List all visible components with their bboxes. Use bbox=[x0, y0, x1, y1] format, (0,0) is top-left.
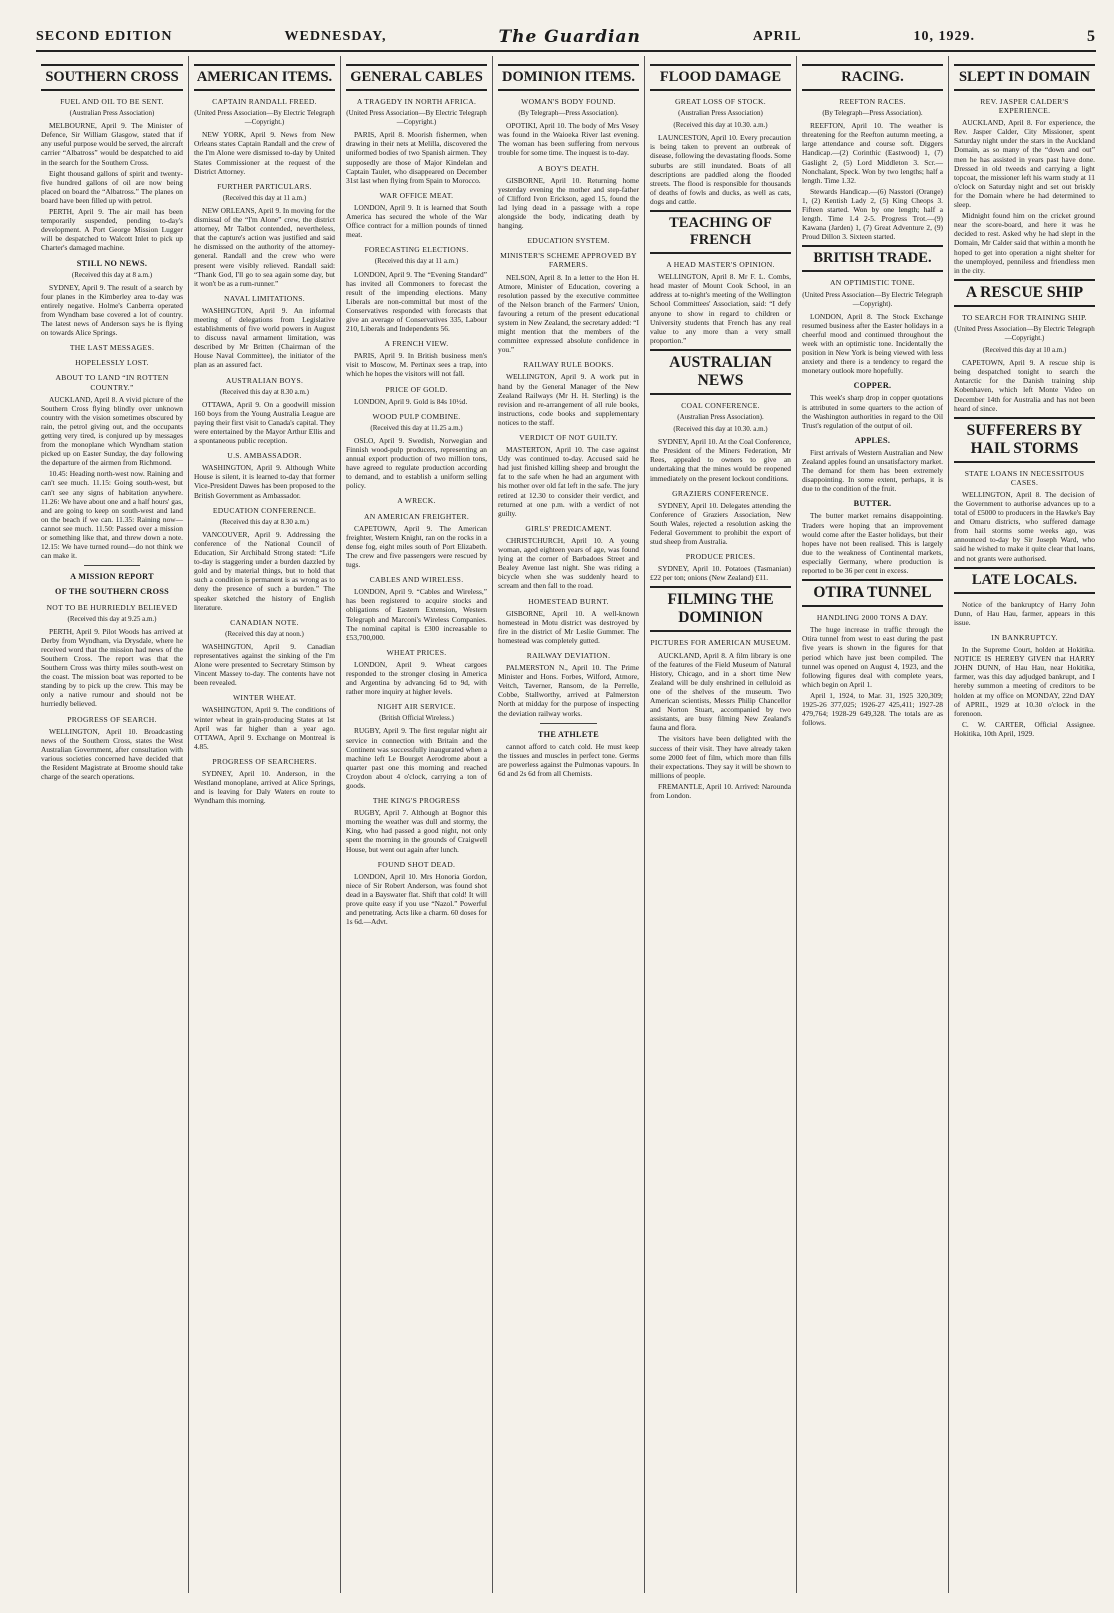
headline: AMERICAN ITEMS. bbox=[194, 64, 335, 91]
subheading: REV. JASPER CALDER'S EXPERIENCE. bbox=[980, 97, 1069, 116]
headline: LATE LOCALS. bbox=[954, 567, 1095, 594]
subheading: TO SEARCH FOR TRAINING SHIP. bbox=[962, 312, 1087, 322]
subheading: NOT TO BE HURRIEDLY BELIEVED bbox=[46, 602, 178, 612]
article-paragraph: First arrivals of Western Australian and New Zealand apples found an unsatisfactory market. The demand for them has been extremely disappointing. In some extent, perhaps, it is due to the condition of the fruit. bbox=[802, 447, 943, 494]
subheading: VERDICT OF NOT GUILTY. bbox=[519, 433, 618, 442]
divider bbox=[540, 723, 596, 724]
divider bbox=[84, 565, 141, 566]
month-label: APRIL bbox=[752, 29, 802, 44]
headline: DOMINION ITEMS. bbox=[498, 64, 639, 91]
article-paragraph: LONDON, April 9. The “Evening Standard” has invited all Commoners to forecast the result of the impending elections. Many Liberals are non-committal but most of the Conservatives responded with forecasts that give an average of Conservatives 335, Labour 210, Liberals and Independents 56. bbox=[346, 269, 487, 334]
article-paragraph: WASHINGTON, April 9. Canadian representatives against the sinking of the I'm Alone were presented to Secretary Stimson by Vincent Massey to-day. The contents have not been revealed. bbox=[194, 641, 335, 688]
article-paragraph: WASHINGTON, April 9. Although White House is silent, it is learned to-day that former Vice-President Dawes has been proposed to the British Government as Ambassador. bbox=[194, 463, 335, 500]
article-paragraph: PALMERSTON N., April 10. The Prime Minister and Hons. Forbes, Wilford, Atmore, Veitch, Taverner, Ransom, de la Perrelle, Cobbe, Stallworthy, arrived at Palmerston North at midday for the purpose of inspecting the deviation railway works. bbox=[498, 663, 639, 718]
subheading: WINTER WHEAT. bbox=[232, 693, 297, 703]
article-paragraph: WELLINGTON, April 8. Mr F. L. Combs, head master of Mount Cook School, in an address at to-night's meeting of the Wellington School Committees' Association, said: “I defy anyone to show in regard to children or University students that French has any real value to any more than a very small proportion.” bbox=[650, 272, 791, 345]
subheading: WAR OFFICE MEAT. bbox=[379, 190, 454, 200]
headline: OTIRA TUNNEL bbox=[802, 579, 943, 607]
article-paragraph: WASHINGTON, April 9. The conditions of winter wheat in grain-producing States at 1st April was far higher than a year ago. OTTAWA, April 9. Exchange on Montreal is 4.85. bbox=[194, 705, 335, 751]
article-paragraph: MASTERTON, April 10. The case against Udy was continued to-day. Accused said he had just finished killing sheep and brought the fat to the safe when he had an argument with his mother over old fat left in the safe. The jury retired at 12.30 to consider their verdict, and returned at one p.m. with a verdict of not guilty. bbox=[498, 445, 639, 518]
subheading: EDUCATION SYSTEM. bbox=[527, 236, 610, 246]
article-paragraph: The visitors have been delighted with the success of their visit. They have already taken some 2000 feet of film, which more than fills their expectations. They say it will be shown to millions of people. bbox=[650, 734, 791, 780]
source-line: (British Official Wireless.) bbox=[379, 714, 454, 723]
subheading: THE LAST MESSAGES. bbox=[69, 343, 155, 353]
subheading: A WRECK. bbox=[397, 496, 436, 506]
headline: TEACHING OF FRENCH bbox=[650, 210, 791, 254]
article-paragraph: PERTH, April 9. The air mail has been temporarily suspended, pending to-day's development. A Port George Mission Lugger will be despatched to Walcott Inlet to pick up Charter's damaged machine. bbox=[41, 207, 183, 253]
article-paragraph: Notice of the bankruptcy of Harry John Dunn, of Hau Hau, farmer, appears in this issue. bbox=[954, 599, 1095, 627]
source-line: (Australian Press Association) bbox=[678, 109, 763, 118]
article-paragraph: CAPETOWN, April 9. A rescue ship is being despatched tonight to search the Antarctic for the Danish training ship Kobenhaven, which left Monte Video on December 14th for Australia and has not been heard of since. bbox=[954, 358, 1095, 413]
subheading: PROGRESS OF SEARCH. bbox=[67, 714, 157, 724]
signature-line: C. W. CARTER, Official Assignee. Hokitika, 10th April, 1929. bbox=[954, 719, 1095, 738]
article-paragraph: AUCKLAND, April 8. A vivid picture of the Southern Cross flying blindly over unknown country with the vision sometimes obscured by rain, the petrol giving out, and the occupants getting very tired, is conjured up by messages from the monoplane which Wyndham station picked up on Easter Sunday, the day following the departure of the airmen from Richmond. bbox=[41, 394, 183, 468]
article-paragraph: The huge increase in traffic through the Otira tunnel from west to east during the past five years is shown in the figures for that period which have just been compiled. The tunnel was opened on August 4, 1923, and the following figures deal with complete years, which begin on April 1. bbox=[802, 625, 943, 689]
article-paragraph: GISBORNE, April 10. Returning home yesterday evening the mother and step-father of Clifford Ivon Erickson, aged 15, found the lad lying dead in a passage with a rope alongside the body, indicating death by hanging. bbox=[498, 175, 639, 231]
date-label: 10, 1929. bbox=[913, 29, 975, 44]
article-paragraph: LONDON, April 8. The Stock Exchange resumed business after the Easter holidays in a cheerful mood and continued throughout the week with an optimistic tone. Incidentally the position in New York is being viewed with less anxiety and there is a tendency to regard the monetary outlook more hopefully. bbox=[802, 311, 943, 376]
source-line: (By Telegraph—Press Association). bbox=[518, 109, 619, 118]
column-southern-cross bbox=[36, 56, 188, 1593]
source-line: (Received this day at 10.30. a.m.) bbox=[673, 121, 768, 130]
article-paragraph: SYDNEY, April 10. Potatoes (Tasmanian) £22 per ton; onions (New Zealand) £11. bbox=[650, 564, 791, 583]
article-paragraph: Midnight found him on the cricket ground near the score-board, and here it was he decided to rest. Asked why he had slept in the Domain, Mr Calder said that within a month he hoped to get into operation a night shelter for the unemployed, penniless and friendless men in the city. bbox=[954, 211, 1095, 275]
article-paragraph: RUGBY, April 9. The first regular night air service in connection with Britain and the Continent was successfully inaugurated when a machine left Le Bourget Aerodrome about a quarter past one this morning and reached Croydon about 4 o'clock, carrying a ton of goods. bbox=[346, 726, 487, 790]
subheading: PROGRESS OF SEARCHERS. bbox=[212, 756, 317, 766]
article-paragraph: GISBORNE, April 10. A well-known homestead in Motu district was destroyed by fire in the district of Mr Leslie Gummer. The homestead was completely gutted. bbox=[498, 608, 639, 645]
article-paragraph: FREMANTLE, April 10. Arrived: Narounda from London. bbox=[650, 781, 791, 800]
source-line: (United Press Association—By Electric Telegraph—Copyright.) bbox=[346, 109, 487, 127]
advert-heading: THE ATHLETE bbox=[537, 729, 600, 739]
subheading: NAVAL LIMITATIONS. bbox=[223, 293, 305, 303]
advert-text: cannot afford to catch cold. He must keep the tissues and muscles in perfect tone. Germs are powerless against the Pulmonas vapours. In 6d and 2s 6d from all Chemists. bbox=[498, 741, 639, 778]
column-slept-in-domain bbox=[948, 56, 1100, 1593]
subheading: FOUND SHOT DEAD. bbox=[377, 859, 456, 869]
legal-notice: In the Supreme Court, holden at Hokitika. NOTICE IS HEREBY GIVEN that HARRY JOHN DUNN, of Hau Hau, near Hokitika, farmer, was this day adjudged bankrupt, and I hereby summon a meeting of creditors to be holden at my office on MONDAY, 22nd DAY of APRIL, 1929 at 10.30 o'clock in the forenoon. bbox=[954, 645, 1095, 718]
subheading: CABLES AND WIRELESS. bbox=[369, 575, 464, 585]
article-paragraph: CHRISTCHURCH, April 10. A young woman, aged eighteen years of age, was found lying at the corner of Barbadoes Street and Bealey Avenue last night. She was riding a bicycle when she was suddenly heard to scream and then fall to the road. bbox=[498, 535, 639, 591]
source-line: (Received this day at 8.30 a.m.) bbox=[219, 387, 310, 396]
subheading: AUSTRALIAN BOYS. bbox=[225, 375, 304, 385]
source-line: (Received this day at 8 a.m.) bbox=[71, 270, 153, 279]
column-dominion-items bbox=[492, 56, 644, 1593]
subheading: GREAT LOSS OF STOCK. bbox=[675, 97, 766, 106]
subheading: EDUCATION CONFERENCE. bbox=[212, 505, 317, 515]
subheading: RAILWAY DEVIATION. bbox=[526, 650, 611, 660]
subheading: WHEAT PRICES. bbox=[386, 647, 447, 657]
article-paragraph: NEW ORLEANS, April 9. In moving for the dismissal of the “I'm Alone” crew, the district attorney, Mr Talbot contended, nevertheless, that the capture's action was justified and said he dismissed on the authority of the attorney-general. Randall and the crew who were present were visibly relieved. Randall said: “Thank God, I'll go to sea again some day, but it won't be as a rum-runner.” bbox=[194, 205, 335, 288]
subheading: GIRLS' PREDICAMENT. bbox=[525, 523, 612, 533]
source-line: (Received this day at 8.30 a.m.) bbox=[219, 517, 310, 526]
subheading: WOOD PULP COMBINE. bbox=[372, 411, 461, 421]
article-paragraph: WELLINGTON, April 10. Broadcasting news of the Southern Cross, states the West Australian Government, after consultation with various societies concerned have decided that the Resident Magistrate at Broome should take charge of the search operations. bbox=[41, 726, 183, 782]
subheading: STATE LOANS IN NECESSITOUS CASES. bbox=[964, 468, 1085, 487]
edition-label: SECOND EDITION bbox=[36, 29, 173, 44]
article-paragraph: OSLO, April 9. Swedish, Norwegian and Finnish wood-pulp producers, representing an annual export production of two million tons, have agreed to regulate production according to demand, and to establish a uniform selling policy. bbox=[346, 435, 487, 491]
article-paragraph: PARIS, April 9. In British business men's visit to Moscow, M. Pertinax sees a trap, into which he hopes the visitors will not fall. bbox=[346, 351, 487, 379]
article-paragraph: April 1, 1924, to Mar. 31, 1925 320,309; 1925-26 377,025; 1926-27 425,411; 1927-28 479,764; 1928-29 649,328. The totals are as follows. bbox=[802, 690, 943, 728]
subheading: COPPER. bbox=[853, 381, 892, 391]
article-paragraph: Stewards Handicap.—(6) Nasstori (Orange) 1, (2) Kentish Lady 2, (5) King Cheops 3. Fifteen started. Won by one length; half a length. Time 1.4 2-5. Progress Trot.—(9) Kawana (Jarden) 1, (7) Great Adventure 2, (9) Proud Dillon 3. Sixteen started. bbox=[802, 186, 943, 242]
article-paragraph: AUCKLAND, April 8. For experience, the Rev. Jasper Calder, City Missioner, spent Saturday night under the stars in the Auckland Domain, as so many of the “down and out” men he has assisted in years past have done. Dressed in old tweeds and carrying a light topcoat, the missioner left his warm study at 11 o'clock on Saturday night and set out briskly for the Domain where he had determined to sleep. bbox=[954, 118, 1095, 210]
article-paragraph: The butter market remains disappointing. Traders were hoping that an improvement would come after the Easter holidays, but their hopes have not been realised. This is largely due to the weakness of Continental markets, especially Germany, where production is reported to be 36 per cent in excess. bbox=[802, 511, 943, 576]
headline: FLOOD DAMAGE bbox=[650, 64, 791, 91]
source-line: (Received this day at 11 a.m.) bbox=[222, 193, 307, 202]
article-paragraph: NEW YORK, April 9. News from New Orleans states Captain Randall and the crew of the I'm Alone were dismissed to-day by United States Commissioner at the request of the District Attorney. bbox=[194, 130, 335, 176]
subheading: A TRAGEDY IN NORTH AFRICA. bbox=[356, 97, 477, 106]
subheading: CANADIAN NOTE. bbox=[230, 617, 299, 627]
day-label: WEDNESDAY, bbox=[284, 29, 387, 44]
subheading: A MISSION REPORT bbox=[70, 572, 154, 582]
subheading: PRICE OF GOLD. bbox=[385, 384, 448, 394]
article-paragraph: WASHINGTON, April 9. An informal meeting of delegations from Legislative establishments of five world powers in August to discuss naval armament limitation, was described by Mr Britten (Chairman of the House Naval Committee), the initiator of the plan as an assured fact. bbox=[194, 305, 335, 370]
column-american-items bbox=[188, 56, 340, 1593]
source-line: (Received this day at 9.25 a.m.) bbox=[67, 614, 157, 623]
headline: FILMING THE DOMINION bbox=[650, 586, 791, 632]
source-line: (United Press Association—By Electric Telegraph—Copyright). bbox=[802, 290, 943, 308]
column-racing bbox=[796, 56, 948, 1593]
headline: BRITISH TRADE. bbox=[802, 245, 943, 272]
headline: RACING. bbox=[802, 64, 943, 91]
source-line: (Received this day at 10 a.m.) bbox=[982, 346, 1067, 355]
article-paragraph: SYDNEY, April 10. Anderson, in the Westland monoplane, arrived at Alice Springs, and is leaving for Daly Waters en route to Wyndham this morning. bbox=[194, 769, 335, 806]
subheading: A BOY'S DEATH. bbox=[537, 163, 600, 173]
article-paragraph: LONDON, April 9. Gold is 84s 10½d. bbox=[354, 396, 468, 406]
article-paragraph: PARIS, April 8. Moorish fishermen, when drawing in their nets at Melilla, discovered the uniformed bodies of two Spanish airmen. They supposedly are those of Major Kindelan and Captain Taulet, who disappeared on December 31st last when flying from Spain to Morocco. bbox=[346, 130, 487, 185]
source-line: (United Press Association—By Electric Telegraph—Copyright.) bbox=[194, 109, 335, 127]
headline: GENERAL CABLES bbox=[346, 64, 487, 91]
headline: SOUTHERN CROSS bbox=[41, 64, 183, 91]
article-paragraph: PERTH, April 9. Pilot Woods has arrived at Derby from Wyndham, via Drysdale, where he received word that the mission had news of the Southern Cross. The report was that the Southern Cross was thirty miles south-west on the coast. The mission boat was reported to be standing by to pick up the crew. This may be only a native rumour and should not be hurriedly believed. bbox=[41, 626, 183, 709]
article-paragraph: Eight thousand gallons of spirit and twenty-five hundred gallons of oil are now being placed on board the “Albatross.” The planes on board have been filled up with petrol. bbox=[41, 168, 183, 205]
source-line: (Received this day at 10.30. a.m.) bbox=[673, 425, 768, 434]
article-paragraph: OPOTIKI, April 10. The body of Mrs Vesey was found in the Waioeka River last evening. The woman has been suffering from nervous trouble for some time. The inquest is to-day. bbox=[498, 121, 639, 158]
source-line: (Australian Press Association) bbox=[69, 109, 155, 118]
source-line: (Received this day at noon.) bbox=[225, 629, 304, 638]
subheading: HANDLING 2000 TONS A DAY. bbox=[816, 613, 929, 623]
masthead bbox=[36, 24, 1096, 52]
article-paragraph: WELLINGTON, April 9. A work put in hand by the General Manager of the New Zealand Railways (Mr H. H. Sterling) is the revision and re-arrangement of all rule books, instructions, code books and supplementary notices to the staff. bbox=[498, 372, 639, 427]
subheading: AN OPTIMISTIC TONE. bbox=[830, 278, 915, 288]
article-paragraph: SYDNEY, April 10. At the Coal Conference, the President of the Miners Federation, Mr Rees, appealed to owners to give an undertaking that the mines would be reopened immediately on the present lockout conditions. bbox=[650, 437, 791, 483]
source-line: (Australian Press Association). bbox=[677, 412, 764, 421]
article-paragraph: VANCOUVER, April 9. Addressing the conference of the National Council of Education, Sir Archibald Strong stated: “Life to-day is staggering under a burden dazzled by gold and by material things, but to hold that such a condition is permanent is as wrong as to deny the presence of such a burden.” The speaker sketched the history of English literature. bbox=[194, 529, 335, 612]
article-paragraph: LONDON, April 9. Wheat cargoes responded to the stronger closing in America and Argentina by advancing 6d to 9d, with rather more inquiry at higher levels. bbox=[346, 659, 487, 697]
subheading: STILL NO NEWS. bbox=[76, 258, 148, 268]
headline: A RESCUE SHIP bbox=[954, 279, 1095, 307]
subheading: IN BANKRUPTCY. bbox=[991, 632, 1058, 642]
subheading: RAILWAY RULE BOOKS. bbox=[523, 360, 614, 370]
source-line: (United Press Association—By Electric Telegraph—Copyright.) bbox=[954, 324, 1095, 342]
subheading: HOPELESSLY LOST. bbox=[75, 358, 149, 368]
newspaper-title: The Guardian bbox=[498, 27, 641, 47]
subheading: APPLES. bbox=[854, 435, 891, 445]
subheading: ABOUT TO LAND “IN ROTTEN COUNTRY.” bbox=[55, 373, 169, 392]
article-paragraph: AUCKLAND, April 8. A film library is one of the features of the Field Museum of Natural History, Chicago, and in a short time New Zealand will be duly enshrined in celluloid as one of the shelves of the museum. Two American scientists, Messrs Philip Chancellor and Norton Stuart, accompanied by two assistants, are busy filming New Zealand's fauna and flora. bbox=[650, 650, 791, 733]
source-line: (Received this day at 11 a.m.) bbox=[374, 257, 459, 266]
article-paragraph: OTTAWA, April 9. On a goodwill mission 160 boys from the Young Australia League are paying their first visit to Canada's capital. They were entertained by the Mayor Arthur Ellis and a spontaneous public reception. bbox=[194, 399, 335, 446]
article-paragraph: LONDON, April 9. It is learned that South America has secured the whole of the War Office contract for a million pounds of tinned meat. bbox=[346, 202, 487, 240]
article-paragraph: MELBOURNE, April 9. The Minister of Defence, Sir William Glasgow, stated that if any useful purpose would be served, the aircraft carrier “Albatross” would be despatched to aid in the search for the Southern Cross. bbox=[41, 121, 184, 167]
subheading: BUTTER. bbox=[853, 499, 892, 509]
subheading: FURTHER PARTICULARS. bbox=[217, 181, 312, 191]
article-paragraph: WELLINGTON, April 8. The decision of the Government to authorise advances up to a total of £5000 to producers in the Hawke's Bay and Omaru districts, who suffered damage from hail storms some weeks ago, was announced to-day by Sir Joseph Ward, who said he wished to make it quite clear that loans, and not grants were authorised. bbox=[954, 489, 1095, 563]
article-paragraph: LONDON, April 9. “Cables and Wireless,” has been registered to acquire stocks and obligations of Eastern Extension, Western Telegraph and Marconi's Wireless Companies. The nominal capital is £300 increasable to £53,700,000. bbox=[346, 587, 487, 642]
article-paragraph: NELSON, April 8. In a letter to the Hon H. Atmore, Minister of Education, covering a resolution passed by the executive committee of the Nelson branch of the Farmers' Union, favouring a return of the present educational system in New Zealand, the secretary added: “I might mention that the members of the committee expressed absolute confidence in you.” bbox=[498, 272, 639, 355]
subheading: THE KING'S PROGRESS bbox=[372, 796, 461, 806]
headline: SUFFERERS BY HAIL STORMS bbox=[954, 417, 1095, 463]
article-paragraph: 10.45: Heading north-west now. Raining and can't see much. 11.15: Going south-west, but can't see any signs of habitation anywhere. 11.26: We have about one and a half hours' gas, and are going to keep on south-west and land on the beach if we can. 11.35: Raining now—cannot see much. 11.50: Passed over a mission or something like that, and threw down a note. 12.15: We have turned round—do not think we can make it. bbox=[41, 469, 183, 561]
subheading: REEFTON RACES. bbox=[839, 97, 906, 106]
source-line: (By Telegraph—Press Association). bbox=[822, 109, 923, 118]
headline: AUSTRALIAN NEWS bbox=[650, 349, 791, 395]
page-number: 5 bbox=[1086, 28, 1096, 45]
article-paragraph: SYDNEY, April 10. Delegates attending the Conference of Graziers Association, New South Wales, rejected a resolution asking the Federal Government to prohibit the export of stud sheep from Australia. bbox=[650, 500, 791, 547]
article-paragraph: REEFTON, April 10. The weather is threatening for the Reefton autumn meeting, a large attendance and course soft. Diggers Handicap.—(2) Corinthic (Eastwood) 1, (7) Gaslight 2, (5) Lord Middleton 3. Scr.—Nonchalant, Speck. Won by two lengths; half a length. Time 1.32. bbox=[802, 121, 943, 185]
column-general-cables bbox=[340, 56, 492, 1593]
subheading: CAPTAIN RANDALL FREED. bbox=[212, 97, 317, 106]
article-paragraph: SYDNEY, April 9. The result of a search by four planes in the Kimberley area to-day was entirely negative. Holme's Canberra operated from Wyndham base covered a lot of country. The latest news of Anderson says he is flying on towards Alice Springs. bbox=[41, 282, 183, 338]
subheading: A FRENCH VIEW. bbox=[384, 339, 449, 349]
article-paragraph: RUGBY, April 7. Although at Bognor this morning the weather was dull and stormy, the King, who had passed a good night, not only spent the morning in the grounds of Craigwell House, but went out again after lunch. bbox=[346, 808, 487, 854]
article-paragraph: LONDON, April 10. Mrs Honoria Gordon, niece of Sir Robert Anderson, was found shot dead in a Bayswater flat. Shift that cold! It will prove quite easy if you use “Nazol.” Powerful and penetrating. Acts like a charm. 60 doses for 1s 6d.—Advt. bbox=[346, 871, 487, 927]
subheading: COAL CONFERENCE. bbox=[681, 400, 760, 410]
subheading: GRAZIERS CONFERENCE. bbox=[672, 488, 769, 498]
source-line: (Received this day at 11.25 a.m.) bbox=[370, 423, 463, 432]
subheading: U.S. AMBASSADOR. bbox=[227, 451, 302, 461]
article-paragraph: LAUNCESTON, April 10. Every precaution is being taken to prevent an outbreak of disease, following the devastating floods. Some suburbs are still inundated. Boats of all descriptions are paddled along the flooded streets. The flood is responsible for thousands of deaths of fowls and ducks, as well as cats, dogs and cattle. bbox=[650, 133, 792, 206]
subheading: FUEL AND OIL TO BE SENT. bbox=[60, 97, 164, 106]
article-paragraph: This week's sharp drop in copper quotations is attributed in some quarters to the action of the Washington authorities in regard to the Oil Trust's regulation of the output of oil. bbox=[802, 393, 943, 430]
subheading: NIGHT AIR SERVICE. bbox=[377, 702, 456, 712]
subheading: WOMAN'S BODY FOUND. bbox=[521, 97, 616, 106]
article-paragraph: CAPETOWN, April 9. The American freighter, Western Knight, ran on the rocks in a dense fog, eight miles south of Port Elizabeth. The crew and five passengers were rescued by tugs. bbox=[346, 523, 487, 570]
headline: SLEPT IN DOMAIN bbox=[954, 64, 1095, 91]
subheading: HOMESTEAD BURNT. bbox=[528, 596, 609, 606]
column-flood-damage bbox=[644, 56, 796, 1593]
subheading: PICTURES FOR AMERICAN MUSEUM. bbox=[650, 638, 791, 648]
newspaper-columns bbox=[36, 56, 1100, 1593]
subheading: PRODUCE PRICES. bbox=[685, 552, 756, 562]
subheading: A HEAD MASTER'S OPINION. bbox=[666, 260, 775, 270]
subheading: FORECASTING ELECTIONS. bbox=[364, 245, 469, 255]
subheading: OF THE SOUTHERN CROSS bbox=[55, 587, 169, 597]
subheading: MINISTER'S SCHEME APPROVED BY FARMERS. bbox=[500, 251, 637, 270]
subheading: AN AMERICAN FREIGHTER. bbox=[363, 511, 470, 521]
